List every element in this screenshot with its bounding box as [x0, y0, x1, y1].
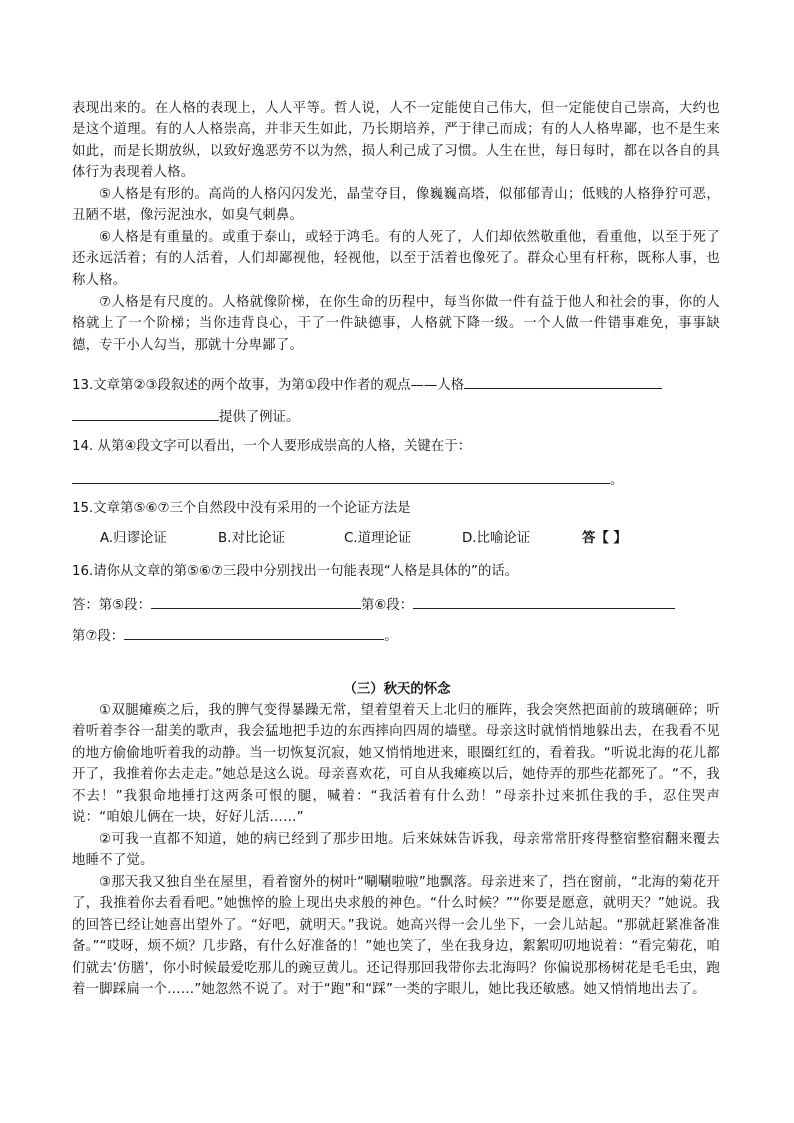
question-16-answer-7 — [72, 624, 398, 647]
question-15-option-b[interactable]: B.对比论证 — [218, 531, 286, 546]
question-16-label-7: 第⑦段： — [72, 629, 125, 644]
passage-paragraph-6: ⑥人格是有重量的。或重于泰山，或轻于鸿毛。有的人死了，人们却依然敬重他，看重他，以至于死了还永远活着；有的人活着，人们却鄙视他，轻视他，以至于活着也像死了。群众心里有杆称，既称人事，也称人格。 — [72, 230, 720, 288]
question-15-option-d[interactable]: D.比喻论证 — [462, 531, 531, 546]
question-16-label-5: 答：第⑤段： — [72, 598, 151, 613]
question-15-option-c[interactable]: C.道理论证 — [344, 531, 412, 546]
question-16-label-6: 第⑥段： — [360, 598, 414, 613]
question-14-answer-line — [72, 468, 623, 491]
passage-three-paragraph-3: ③那天我又独自坐在屋里，看着窗外的树叶“唰唰啦啦”地飘落。母亲进来了，挡在窗前，“北海的菊花开了，我推着你去看看吧。”她憔悴的脸上现出央求般的神色。“什么时候？”“你要是愿意，就明天？”她说。我的回答已经让她喜出望外了。“好吧，就明天。”我说。她高兴得一会儿坐下，一会儿站起。“那就赶紧准备准备。”“哎呀，烦不烦？几步路，有什么好准备的！”她也笑了，坐在我身边，絮絮叨叨地说着：“看完菊花，咱们就去‘仿膳’，你小时候最爱吃那儿的豌豆黄儿。还记得那回我带你去北海吗？你偏说那杨树花是毛毛虫，跑着一脚踩扁一个……”她忽然不说了。对于“跑”和“踩”一类的字眼儿，她比我还敏感。她又悄悄地出去了。 — [72, 875, 720, 998]
question-14: 14. 从第④段文字可以看出，一个人要形成崇高的人格，关键在于： — [72, 439, 472, 454]
question-13 — [72, 373, 662, 396]
question-16-blank-5[interactable] — [151, 593, 361, 609]
question-16-answers-5-6 — [72, 593, 675, 616]
passage-three-paragraph-2: ②可我一直都不知道，她的病已经到了那步田地。后来妹妹告诉我，母亲常常肝疼得整宿整宿翻来覆去地睡不了觉。 — [72, 832, 720, 869]
question-16-blank-7[interactable] — [124, 624, 384, 640]
passage-paragraph-7: ⑦人格是有尺度的。人格就像阶梯，在你生命的历程中，每当你做一件有益于他人和社会的事，你的人格就上了一个阶梯；当你违背良心，干了一件缺德事，人格就下降一级。一个人做一件错事难免，事事缺德，专干小人勾当，那就十分卑鄙了。 — [72, 295, 720, 353]
question-13-blank-2[interactable] — [72, 405, 219, 421]
question-13-suffix: 提供了例证。 — [219, 410, 300, 425]
passage-three-paragraph-1: ①双腿瘫痪之后，我的脾气变得暴躁无常，望着望着天上北归的雁阵，我会突然把面前的玻璃砸碎；听着听着李谷一甜美的歌声，我会猛地把手边的东西摔向四周的墙壁。母亲这时就悄悄地躲出去，在我看不见的地方偷偷地听着我的动静。当一切恢复沉寂，她又悄悄地进来，眼圈红红的，看着我。“听说北海的花儿都开了，我推着你去走走。”她总是这么说。母亲喜欢花，可自从我瘫痪以后，她侍弄的那些花都死了。“不，我不去！”我狠命地捶打这两条可恨的腿，喊着：“我活着有什么劲！”母亲扑过来抓住我的手，忍住哭声说：“咱娘儿俩在一块，好好儿活……” — [72, 703, 720, 826]
question-16: 16.请你从文章的第⑤⑥⑦三段中分别找出一句能表现“人格是具体的”的话。 — [72, 564, 519, 579]
question-13-text: 13.文章第②③段叙述的两个故事，为第①段中作者的观点——人格 — [72, 378, 465, 393]
question-13-line-2 — [72, 405, 299, 428]
passage-three-title: （三）秋天的怀念 — [343, 682, 451, 697]
question-15-option-a[interactable]: A.归谬论证 — [100, 531, 167, 546]
question-14-blank[interactable] — [72, 468, 610, 484]
question-16-blank-6[interactable] — [413, 593, 675, 609]
question-16-period: 。 — [384, 629, 398, 644]
question-14-period: 。 — [610, 473, 624, 488]
question-15: 15.文章第⑤⑥⑦三个自然段中没有采用的一个论证方法是 — [72, 501, 411, 516]
passage-paragraph-4-continued: 表现出来的。在人格的表现上，人人平等。哲人说，人不一定能使自己伟大，但一定能使自己崇高，大约也是这个道理。有的人人格崇高，并非天生如此，乃长期培养，严于律己而成；有的人人格卑鄙，也不是生来如此，而是长期放纵，以致好逸恶劳不以为然，损人利己成了习惯。人生在世，每日每时，都在以各自的具体行为表现着人格。 — [72, 101, 720, 181]
passage-paragraph-5: ⑤人格是有形的。高尚的人格闪闪发光，晶莹夺目，像巍巍高塔，似郁郁青山；低贱的人格狰狞可恶，丑陋不堪，像污泥浊水，如臭气刺鼻。 — [72, 187, 720, 224]
question-15-answer-box[interactable]: 答【 】 — [582, 531, 627, 546]
question-13-blank-1[interactable] — [464, 373, 662, 389]
